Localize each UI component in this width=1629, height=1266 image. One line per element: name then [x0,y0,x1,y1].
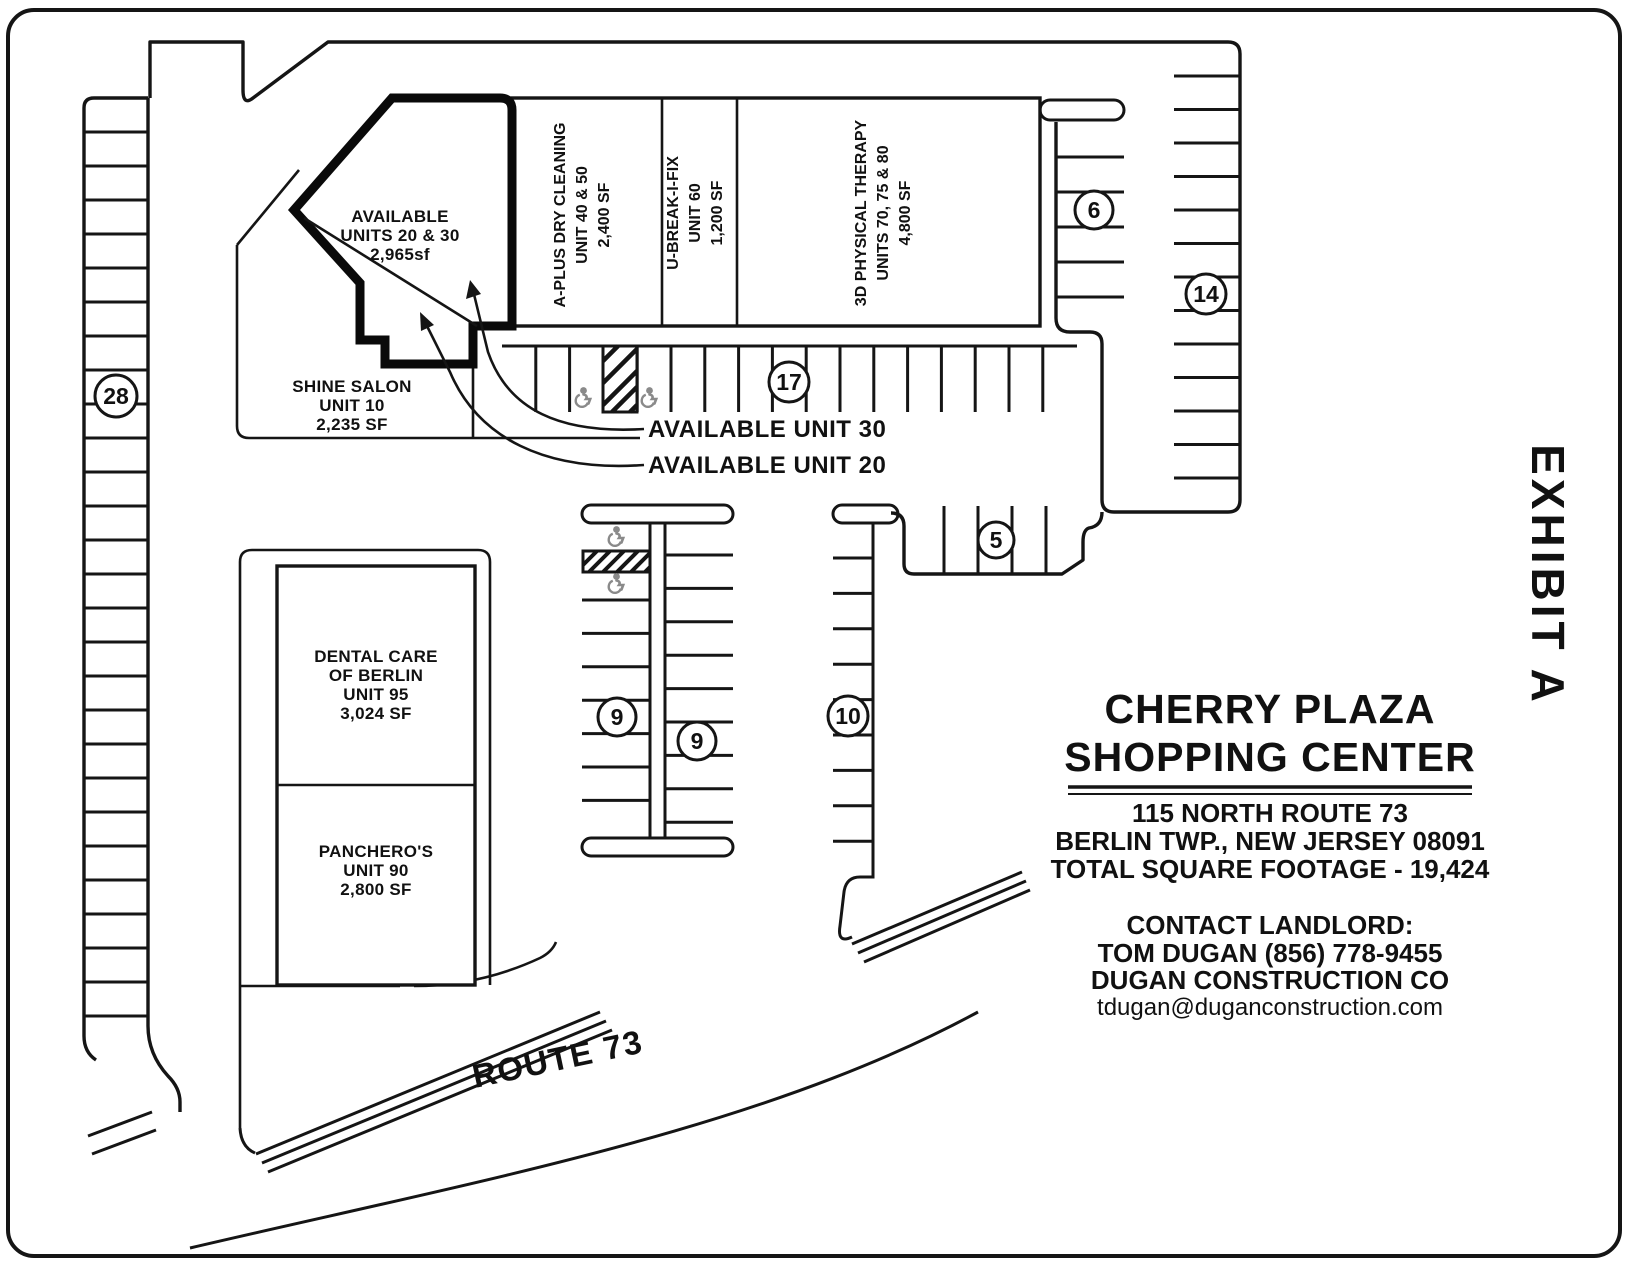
svg-text:2,400 SF: 2,400 SF [596,182,613,248]
panchero-label: PANCHERO'S [318,842,434,861]
svg-text:UNITS 20 & 30: UNITS 20 & 30 [340,226,460,245]
plaza-title-line1: CHERRY PLAZA [1104,686,1436,732]
svg-text:3,024 SF: 3,024 SF [340,704,412,723]
retail-building [512,98,1040,326]
title-block [1051,686,1490,1021]
svg-text:4,800 SF: 4,800 SF [897,180,914,246]
svg-text:14: 14 [1193,281,1219,307]
plaza-title-line2: SHOPPING CENTER [1064,734,1476,780]
parking-count-10 [828,696,868,736]
svg-text:UNIT 10: UNIT 10 [319,396,385,415]
shine-salon-label: SHINE SALON [292,377,412,396]
contact-company: DUGAN CONSTRUCTION CO [1090,965,1450,995]
contact-email: tdugan@duganconstruction.com [1097,994,1443,1021]
available-unit-label: AVAILABLE [351,207,449,226]
parking-count-9L [598,698,636,736]
callout-available-unit-20: AVAILABLE UNIT 20 [648,452,887,479]
route-73-label: ROUTE 73 [468,1022,647,1095]
svg-text:UNIT 40 & 50: UNIT 40 & 50 [574,166,591,264]
svg-text:OF BERLIN: OF BERLIN [328,666,424,685]
svg-text:UNIT 90: UNIT 90 [343,861,409,880]
address-line1: 115 NORTH ROUTE 73 [1132,798,1408,828]
contact-heading: CONTACT LANDLORD: [1126,910,1414,940]
building-outline [512,98,1040,326]
svg-text:A-PLUS DRY CLEANING: A-PLUS DRY CLEANING [552,122,569,308]
parking-count-9R [678,722,716,760]
address-line2: BERLIN TWP., NEW JERSEY 08091 [1055,826,1485,856]
parking-count-6 [1075,191,1113,229]
contact-name-phone: TOM DUGAN (856) 778-9455 [1097,938,1443,968]
svg-text:UNIT 60: UNIT 60 [687,183,704,243]
svg-text:28: 28 [103,383,129,409]
svg-text:2,965sf: 2,965sf [370,245,430,264]
svg-text:UNITS 70, 75 & 80: UNITS 70, 75 & 80 [875,145,892,281]
exhibit-a-label: EXHIBIT A [1522,444,1574,706]
svg-text:1,200 SF: 1,200 SF [709,180,726,246]
total-square-footage: TOTAL SQUARE FOOTAGE - 19,424 [1050,854,1490,884]
hatched-no-parking-island [583,551,650,572]
svg-text:9: 9 [610,704,624,730]
callout-available-unit-30: AVAILABLE UNIT 30 [648,416,887,443]
parking-count-17 [769,362,809,402]
svg-text:6: 6 [1087,197,1101,223]
dental-label: DENTAL CARE [314,647,438,666]
parking-count-28 [95,375,137,417]
svg-text:5: 5 [989,527,1003,553]
svg-text:9: 9 [690,728,704,754]
parking-count-5 [978,522,1014,558]
svg-text:3D PHYSICAL THERAPY: 3D PHYSICAL THERAPY [853,119,870,307]
svg-text:U-BREAK-I-FIX: U-BREAK-I-FIX [665,156,682,270]
parking-count-14 [1186,274,1226,314]
svg-text:UNIT 95: UNIT 95 [343,685,409,704]
svg-text:2,800 SF: 2,800 SF [340,880,412,899]
svg-text:2,235 SF: 2,235 SF [316,415,388,434]
svg-text:17: 17 [776,369,802,395]
svg-text:10: 10 [835,703,861,729]
hatched-no-parking-row17 [603,346,637,412]
